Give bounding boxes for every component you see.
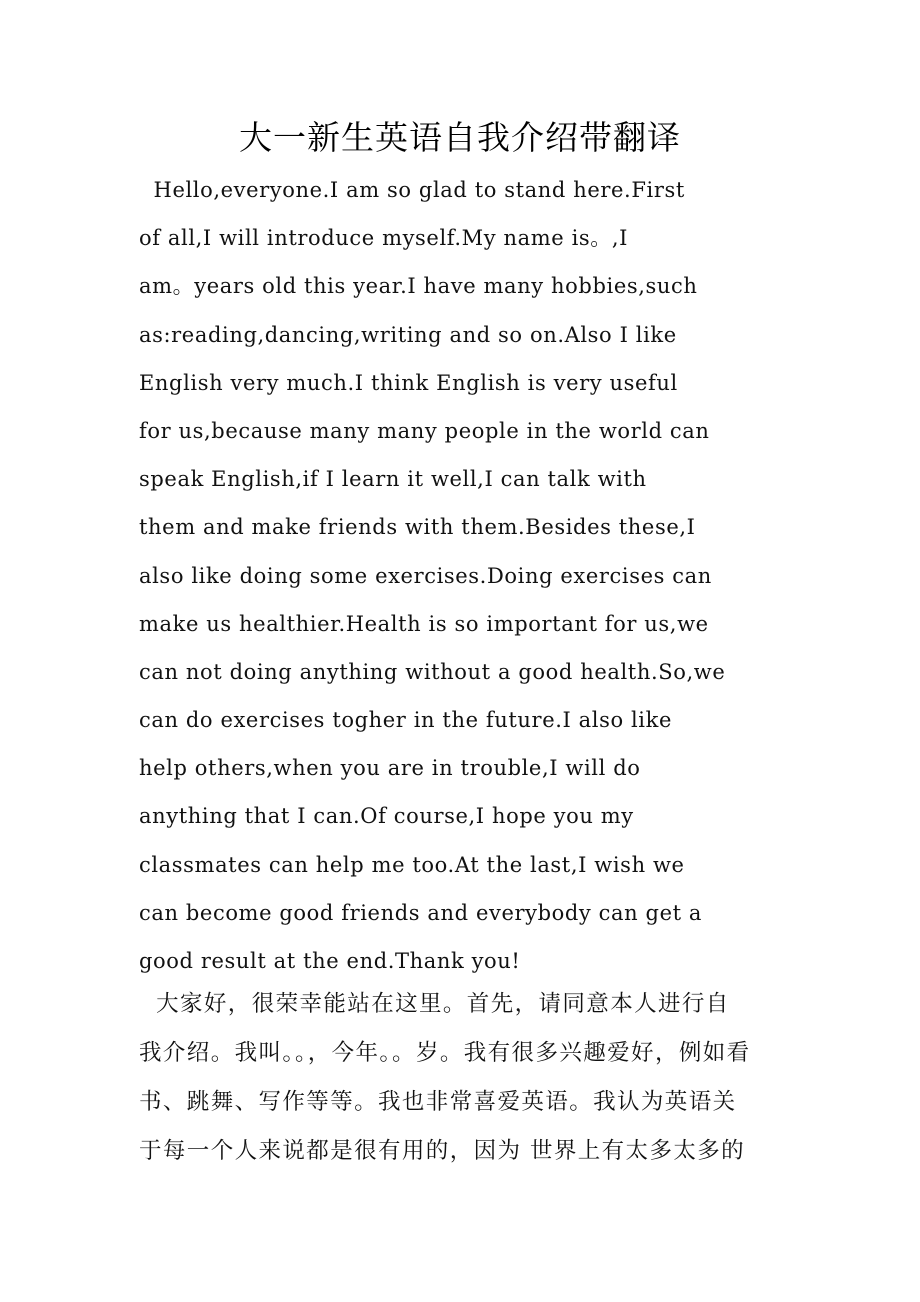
english-line: classmates can help me too.At the last,I wish we: [139, 852, 685, 877]
chinese-line: 书、跳舞、写作等等。我也非常喜爱英语。我认为英语关: [139, 1089, 737, 1115]
chinese-line: 于每一个人来说都是很有用的，因为 世界上有太多太多的: [139, 1138, 746, 1164]
english-line: help others,when you are in trouble,I will do: [139, 756, 641, 781]
english-line: speak English,if I learn it well,I can talk with: [139, 467, 647, 492]
chinese-paragraph: [139, 980, 789, 1176]
english-line: can not doing anything without a good health.So,we: [139, 659, 726, 684]
english-paragraph: [139, 166, 789, 985]
chinese-line: 我介绍。我叫。。，今年。。岁。我有很多兴趣爱好，例如看: [139, 1040, 751, 1066]
english-line: also like doing some exercises.Doing exercises can: [139, 563, 712, 588]
english-line: for us,because many many people in the world can: [139, 418, 710, 443]
english-line: English very much.I think English is very useful: [139, 370, 678, 395]
english-line: Hello,everyone.I am so glad to stand here.First: [139, 178, 685, 202]
document-title: 大一新生英语自我介绍带翻译: [239, 118, 681, 157]
english-line: them and make friends with them.Besides these,I: [139, 515, 696, 540]
english-line: as:reading,dancing,writing and so on.Also I like: [139, 322, 677, 347]
english-line: make us healthier.Health is so important for us,we: [139, 611, 709, 636]
english-line: can do exercises togher in the future.I also like: [139, 708, 672, 733]
english-line: am。years old this year.I have many hobbies,such: [139, 274, 698, 299]
english-line: of all,I will introduce myself.My name is。,I: [139, 226, 629, 251]
english-line: anything that I can.Of course,I hope you my: [139, 804, 634, 829]
english-line: can become good friends and everybody can get a: [139, 900, 703, 925]
english-line: good result at the end.Thank you!: [139, 949, 521, 973]
chinese-line: 大家好，很荣幸能站在这里。首先，请同意本人进行自: [139, 991, 730, 1017]
